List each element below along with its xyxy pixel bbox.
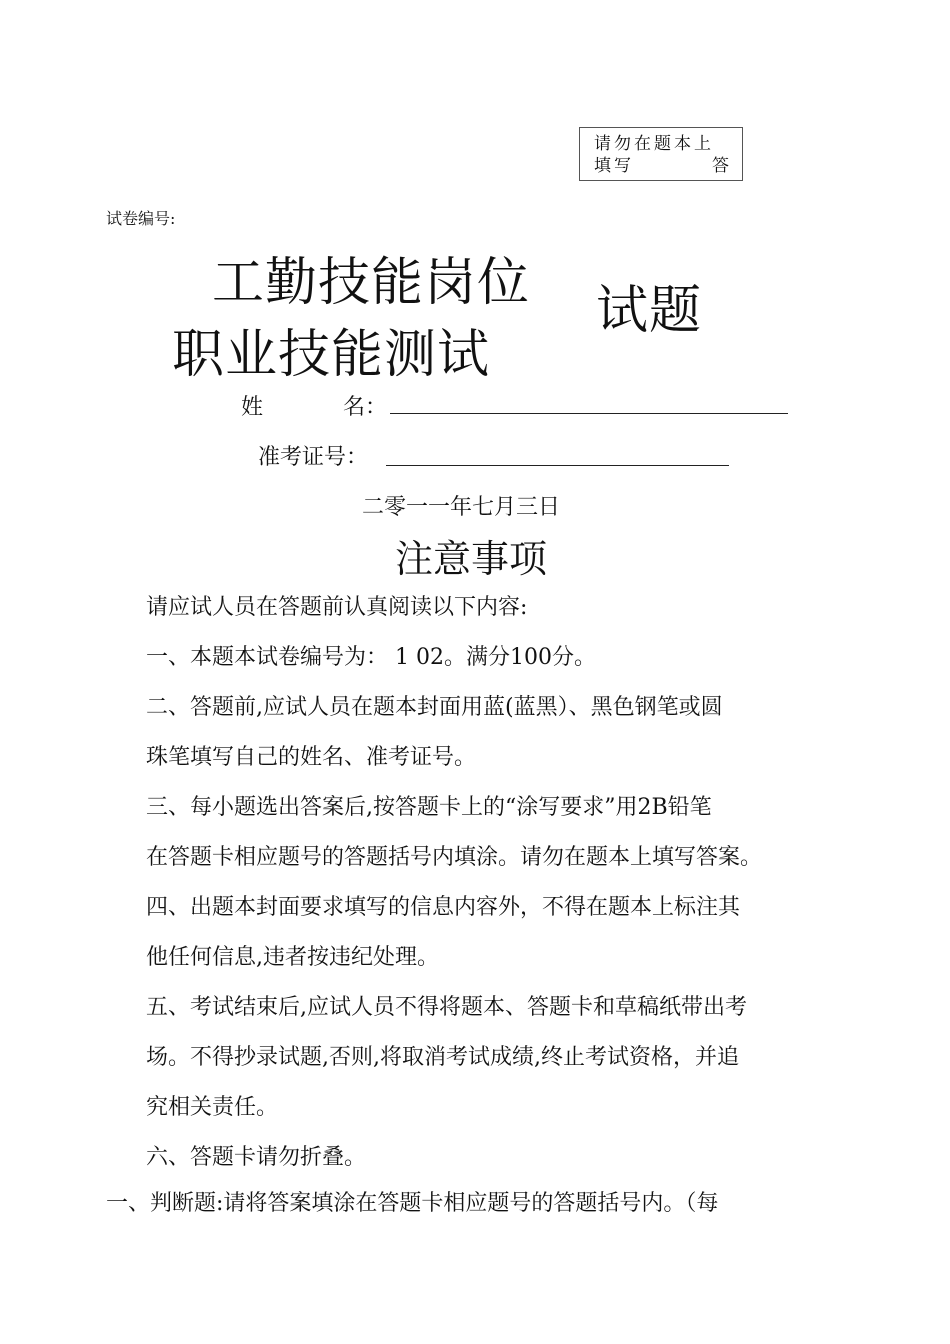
instruction-item2-line1: 二、答题前,应试人员在题本封面用蓝(蓝黑）、黑色钢笔或圆 — [146, 695, 723, 720]
name-label-part2: 名： — [343, 395, 388, 420]
paper-number-label: 试卷编号: — [106, 209, 176, 228]
instruction-item6: 六、答题卡请勿折叠。 — [146, 1145, 367, 1170]
instruction-item5-line2: 场。不得抄录试题,否则,将取消考试成绩,终止考试资格，并追 — [146, 1045, 739, 1070]
name-input-line[interactable] — [390, 413, 788, 414]
instructions-intro: 请应试人员在答题前认真阅读以下内容: — [146, 595, 528, 620]
instruction-item5-line1: 五、考试结束后,应试人员不得将题本、答题卡和草稿纸带出考 — [146, 995, 747, 1020]
name-label-part1: 姓 — [241, 395, 264, 420]
instruction-item3-line2: 在答题卡相应题号的答题括号内填涂。请勿在题本上填写答案。 — [146, 845, 763, 870]
section1-heading: 一、判断题:请将答案填涂在答题卡相应题号的答题括号内。（每 — [106, 1191, 719, 1216]
instruction-item1: 一、本题本试卷编号为： 1 02。满分100分。 — [146, 645, 596, 670]
notice-box-line2-left: 填写 — [594, 156, 634, 176]
instruction-item4-line2: 他任何信息,违者按违纪处理。 — [146, 945, 439, 970]
exam-date: 二零一一年七月三日 — [362, 495, 561, 520]
instruction-item5-line3: 究相关责任。 — [146, 1095, 279, 1120]
notice-box-line2-right: 答 — [712, 156, 732, 176]
title-side: 试题 — [596, 281, 703, 341]
title-line1: 工勤技能岗位 — [212, 253, 531, 313]
instruction-item4-line1: 四、出题本封面要求填写的信息内容外，不得在题本上标注其 — [146, 895, 741, 920]
notice-box — [579, 127, 743, 181]
notice-box-line1: 请勿在题本上 — [594, 134, 714, 154]
notice-box-line2 — [594, 155, 742, 177]
notice-heading: 注意事项 — [395, 537, 548, 581]
exam-id-input-line[interactable] — [386, 465, 729, 466]
instruction-item2-line2: 珠笔填写自己的姓名、准考证号。 — [146, 745, 477, 770]
title-line2: 职业技能测试 — [172, 325, 491, 385]
instruction-item3-line1: 三、每小题选出答案后,按答题卡上的“涂写要求”用2B铅笔 — [146, 795, 712, 820]
exam-id-label: 准考证号： — [258, 445, 369, 470]
